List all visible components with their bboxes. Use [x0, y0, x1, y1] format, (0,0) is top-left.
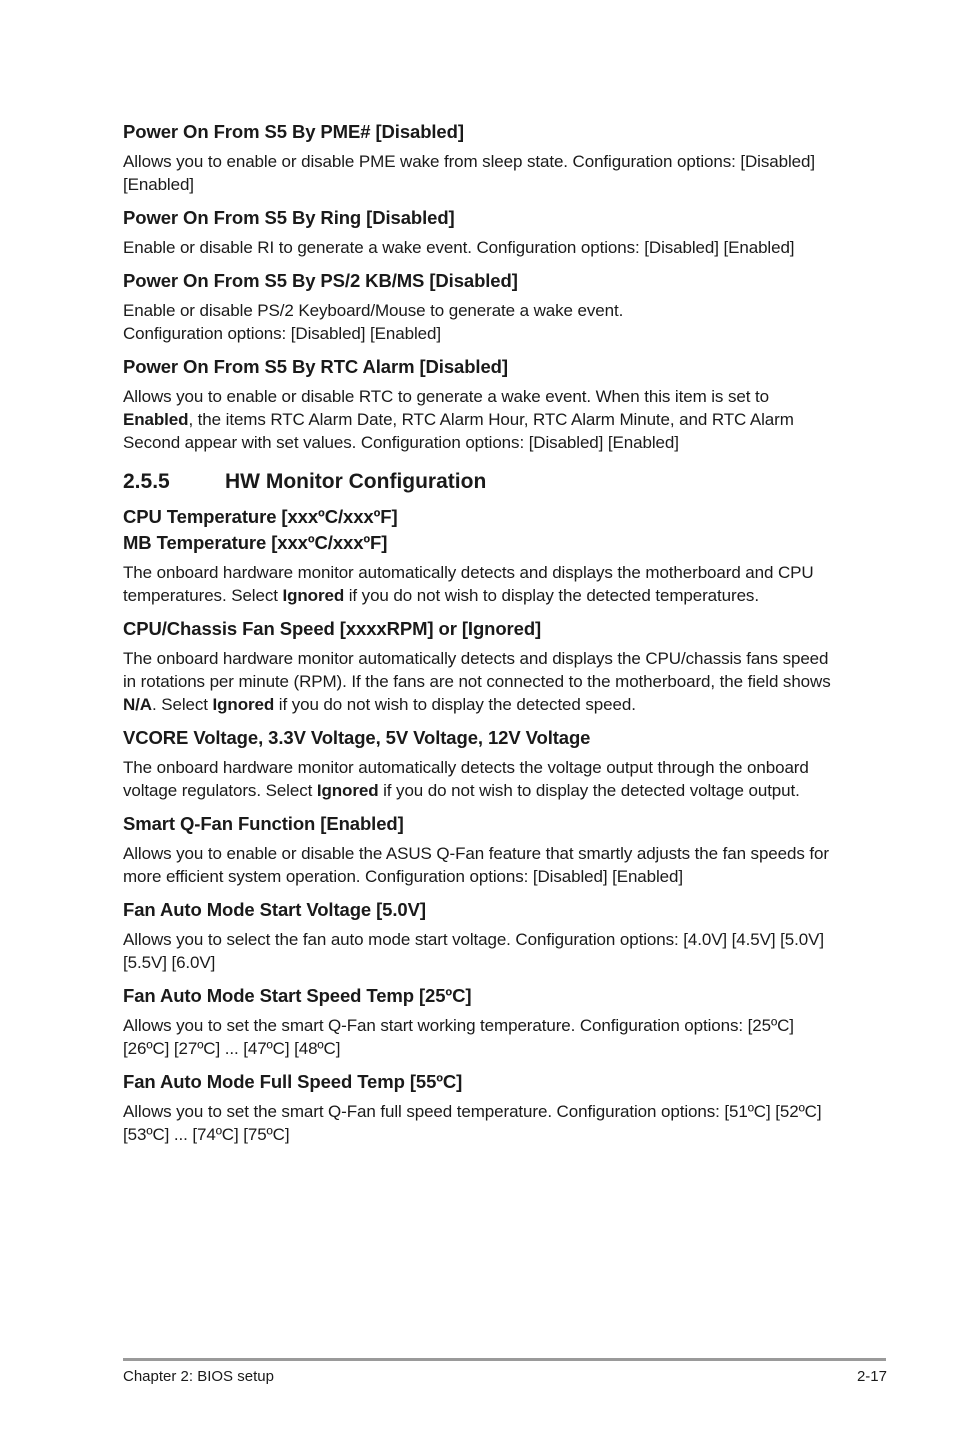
section-title: HW Monitor Configuration: [225, 470, 487, 493]
description-emphasis: N/A: [123, 695, 152, 714]
setting-item: [123, 811, 843, 888]
title-line: MB Temperature [xxxºC/xxxºF]: [123, 532, 388, 553]
setting-description: Allows you to set the smart Q-Fan full speed temperature. Configuration options: [51ºC] [52ºC] [53ºC] ... [74ºC] [75ºC]: [123, 1102, 822, 1144]
setting-description: [123, 561, 843, 607]
description-text: The onboard hardware monitor automatically detects and displays the motherboard and CPU temperatures. Select: [123, 563, 814, 605]
setting-description: Allows you to enable or disable the ASUS Q-Fan feature that smartly adjusts the fan speeds for more efficient system operation. Configuration options: [Disabled] [Enabled]: [123, 844, 829, 886]
setting-description: Allows you to enable or disable PME wake from sleep state. Configuration options: [Disabled] [Enabled]: [123, 152, 815, 194]
setting-title: VCORE Voltage, 3.3V Voltage, 5V Voltage, 12V Voltage: [123, 727, 591, 748]
setting-item: [123, 983, 843, 1060]
setting-title: [123, 504, 843, 556]
setting-description: [123, 647, 843, 716]
setting-description: [123, 299, 843, 345]
setting-description: Enable or disable RI to generate a wake event. Configuration options: [Disabled] [Enabled]: [123, 238, 795, 257]
setting-item: [123, 616, 843, 716]
description-emphasis: Enabled: [123, 410, 189, 429]
setting-item: [123, 1069, 843, 1146]
description-text: Allows you to enable or disable RTC to generate a wake event. When this item is set to: [123, 387, 769, 406]
page-content: [123, 119, 843, 1155]
footer-divider: [123, 1358, 886, 1361]
setting-title: Power On From S5 By Ring [Disabled]: [123, 207, 455, 228]
setting-description: Allows you to select the fan auto mode start voltage. Configuration options: [4.0V] [4.5V] [5.0V] [5.5V] [6.0V]: [123, 930, 824, 972]
description-text: if you do not wish to display the detected speed.: [274, 695, 636, 714]
setting-item: [123, 897, 843, 974]
setting-title: Fan Auto Mode Start Voltage [5.0V]: [123, 899, 426, 920]
footer-page-number: 2-17: [856, 1368, 887, 1385]
setting-description: Allows you to set the smart Q-Fan start working temperature. Configuration options: [25ºC] [26ºC] [27ºC] ... [47ºC] [48ºC]: [123, 1016, 794, 1058]
description-line: Enable or disable PS/2 Keyboard/Mouse to generate a wake event.: [123, 301, 624, 320]
description-text: . Select: [151, 695, 213, 714]
setting-item: [123, 725, 843, 802]
setting-description: [123, 385, 843, 454]
setting-description: [123, 756, 843, 802]
description-text: , the items RTC Alarm Date, RTC Alarm Hour, RTC Alarm Minute, and RTC Alarm Second appear with set values. Configuration options: [Disabled] [Enabled]: [123, 410, 794, 452]
description-text: if you do not wish to display the detected voltage output.: [378, 781, 800, 800]
setting-title: CPU/Chassis Fan Speed [xxxxRPM] or [Ignored]: [123, 618, 542, 639]
setting-item: [123, 354, 843, 454]
setting-title: Smart Q-Fan Function [Enabled]: [123, 813, 404, 834]
setting-item: [123, 268, 843, 345]
setting-title: Power On From S5 By RTC Alarm [Disabled]: [123, 356, 508, 377]
setting-item: [123, 205, 843, 259]
setting-title: Fan Auto Mode Start Speed Temp [25ºC]: [123, 985, 472, 1006]
description-line: Configuration options: [Disabled] [Enabled]: [123, 324, 441, 343]
section-heading: [123, 467, 843, 497]
setting-item: [123, 504, 843, 607]
description-text: The onboard hardware monitor automatically detects the voltage output through the onboard voltage regulators. Select: [123, 758, 809, 800]
section-number: 2.5.5: [123, 470, 170, 493]
description-emphasis: Ignored: [212, 695, 275, 714]
description-text: if you do not wish to display the detected temperatures.: [344, 586, 759, 605]
title-line: CPU Temperature [xxxºC/xxxºF]: [123, 506, 398, 527]
setting-item: [123, 119, 843, 196]
description-emphasis: Ignored: [282, 586, 345, 605]
description-text: The onboard hardware monitor automatically detects and displays the CPU/chassis fans speed in rotations per minute (RPM). If the fans are not connected to the motherboard, the field shows: [123, 649, 831, 691]
setting-title: Power On From S5 By PME# [Disabled]: [123, 121, 464, 142]
description-emphasis: Ignored: [316, 781, 379, 800]
setting-title: Power On From S5 By PS/2 KB/MS [Disabled]: [123, 270, 518, 291]
footer-chapter: Chapter 2: BIOS setup: [123, 1368, 274, 1385]
setting-title: Fan Auto Mode Full Speed Temp [55ºC]: [123, 1071, 463, 1092]
